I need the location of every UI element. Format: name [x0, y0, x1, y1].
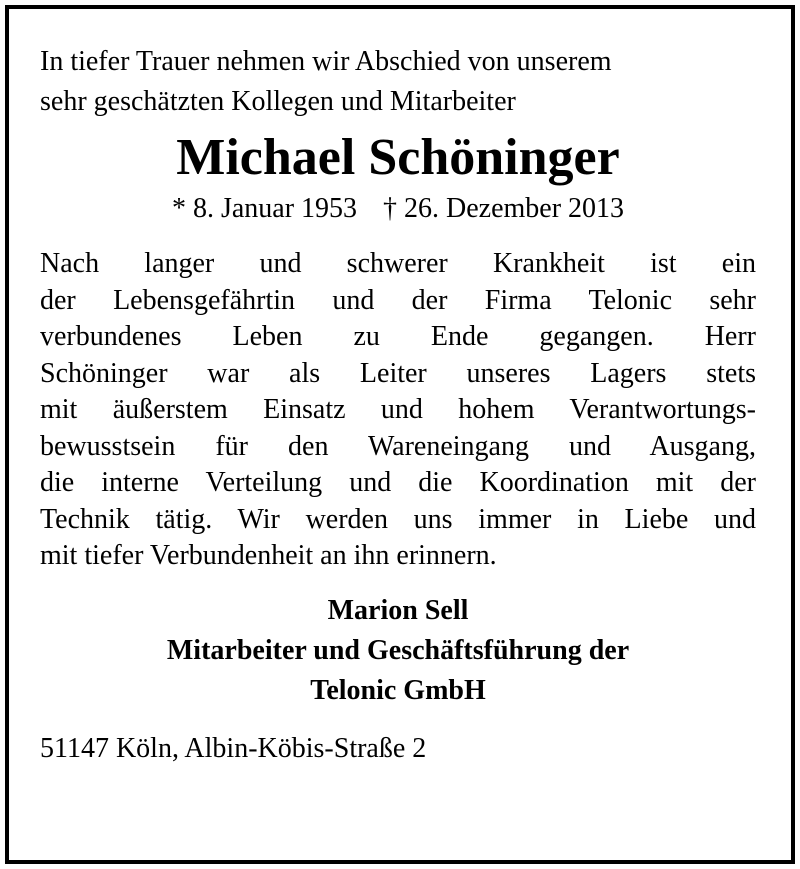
life-dates — [40, 192, 756, 226]
body-line: bewusstsein für den Wareneingang und Ausgang, — [40, 430, 756, 462]
death-date: † 26. Dezember 2013 — [383, 193, 625, 224]
address: 51147 Köln, Albin-Köbis-Straße 2 — [40, 732, 427, 764]
intro-line-1: In tiefer Trauer nehmen wir Abschied von unserem — [40, 46, 612, 77]
signer-company: Telonic GmbH — [310, 674, 486, 706]
body-line: mit äußerstem Einsatz und hohem Verantwortungs- — [40, 394, 756, 425]
deceased-name: Michael Schöninger — [176, 129, 620, 186]
obituary-notice — [40, 42, 756, 769]
intro-text — [40, 42, 756, 122]
body-line: Schöninger war als Leiter unseres Lagers stets — [40, 357, 756, 389]
body-line: Technik tätig. Wir werden uns immer in Liebe und — [40, 503, 756, 535]
birth-date: * 8. Januar 1953 — [171, 193, 358, 224]
body-line: Nach langer und schwerer Krankheit ist ein — [40, 248, 756, 279]
signers-block — [40, 591, 756, 711]
signer-group: Mitarbeiter und Geschäftsführung der — [166, 634, 630, 666]
body-line: verbundenes Leben zu Ende gegangen. Herr — [40, 321, 756, 352]
body-line: die interne Verteilung und die Koordination mit der — [40, 467, 756, 498]
intro-line-2: sehr geschätzten Kollegen und Mitarbeiter — [40, 86, 516, 117]
body-paragraph — [40, 246, 756, 575]
body-line: mit tiefer Verbundenheit an ihn erinnern. — [40, 540, 497, 571]
signer-name: Marion Sell — [327, 594, 469, 626]
body-line: der Lebensgefährtin und der Firma Telonic sehr — [40, 284, 756, 316]
